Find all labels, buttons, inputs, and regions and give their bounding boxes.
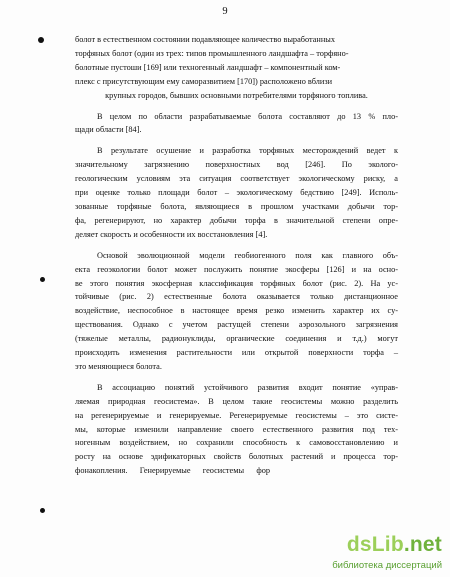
text-line: фа, регенерируют, но характер добычи торфа в значительной степени опре- [75, 215, 398, 225]
binding-hole-mark [40, 277, 45, 282]
binding-hole-mark [40, 508, 45, 513]
text-line: фонакопления. Генерируемые геосистемы фор [75, 466, 270, 476]
body-text [75, 33, 398, 478]
text-line: щади области [84]. [75, 125, 142, 135]
watermark-subtitle: библиотека диссертаций [332, 560, 442, 571]
dslib-logo [347, 533, 442, 557]
text-line: воздействие, неспособное в настоящее время резко изменить характер их су- [75, 306, 398, 316]
text-line: это меняющиеся болота. [75, 361, 162, 371]
text-line: плекс с присутствующим ему саморазвитием [170]) расположено вблизи [75, 76, 333, 86]
logo-domain: .net [403, 533, 442, 556]
text-line: ществования. Однако с учетом растущей степени аэрозольного загрязнения [75, 320, 398, 330]
paragraph [75, 33, 398, 103]
dslib-watermark [324, 533, 442, 571]
paragraph [75, 381, 398, 478]
text-line: (тяжелые металлы, радионуклиды, органические соединения и т.д.) могут [75, 334, 398, 344]
text-line: росту на основе эдификаторных свойств болотных растений и процесса тор- [75, 452, 398, 462]
text-line: происходить изменения растительности или открытой поверхности торфа – [75, 348, 398, 358]
text-line: зованные торфяные болота, являющиеся в прошлом участками добычи тор- [75, 201, 398, 211]
text-line: екта геоэкологии болот может послужить понятие экосферы [126] и на осно- [75, 264, 398, 274]
text-line: тойчивые (рис. 2) естественные болота оказывается только дистанционное [75, 292, 398, 302]
text-line: В ассоциацию понятий устойчивого развития входит понятие «управ- [97, 382, 398, 392]
binding-hole-mark [38, 37, 44, 43]
text-line: болотные пустоши [169] или техногенный ландшафт – компонентный ком- [75, 62, 341, 72]
text-line: геологическим условиям эта ситуация соответствует экологическому риску, а [75, 174, 398, 184]
text-line: Основой эволюционной модели геобиогенного поля как главного объ- [97, 250, 398, 260]
text-line: крупных городов, бывших основными потребителями торфяного топлива. [105, 90, 368, 100]
text-line: на регенерируемые и генерируемые. Регенерируемые геосистемы – это систе- [75, 410, 398, 420]
text-line: ногенным воздействием, но сохранили способность к самовосстановлению и [75, 438, 398, 448]
page-number: 9 [222, 6, 228, 17]
text-line: В целом по области разрабатываемые болота составляют до 13 % пло- [97, 111, 398, 121]
paragraph [75, 249, 398, 374]
text-line: мы, которые изменили направление своего естественного развития под тех- [75, 424, 398, 434]
text-line: торфяных болот (один из трех: типов промышленного ландшафта – торфяно- [75, 48, 349, 58]
text-line: деляет скорость и особенности их восстановления [4]. [75, 229, 268, 239]
text-line: ляемая природная геосистема». В целом такие геосистемы можно разделить [75, 396, 398, 406]
text-line: ве этого понятия экосферная классификация торфяных болот (рис. 2). На ус- [75, 278, 398, 288]
text-line: болот в естественном состоянии подавляющее количество выработанных [75, 35, 336, 44]
logo-text: dsLib [346, 533, 404, 556]
paragraph [75, 144, 398, 241]
text-line: В результате осушение и разработка торфяных месторождений ведет к [97, 146, 398, 156]
paragraph [75, 110, 398, 138]
text-line: при оценке только площади болот – экологическому бедствию [249]. Исполь- [75, 188, 398, 198]
text-line: значительному загрязнению поверхностных вод [246]. По эколого- [75, 160, 398, 170]
